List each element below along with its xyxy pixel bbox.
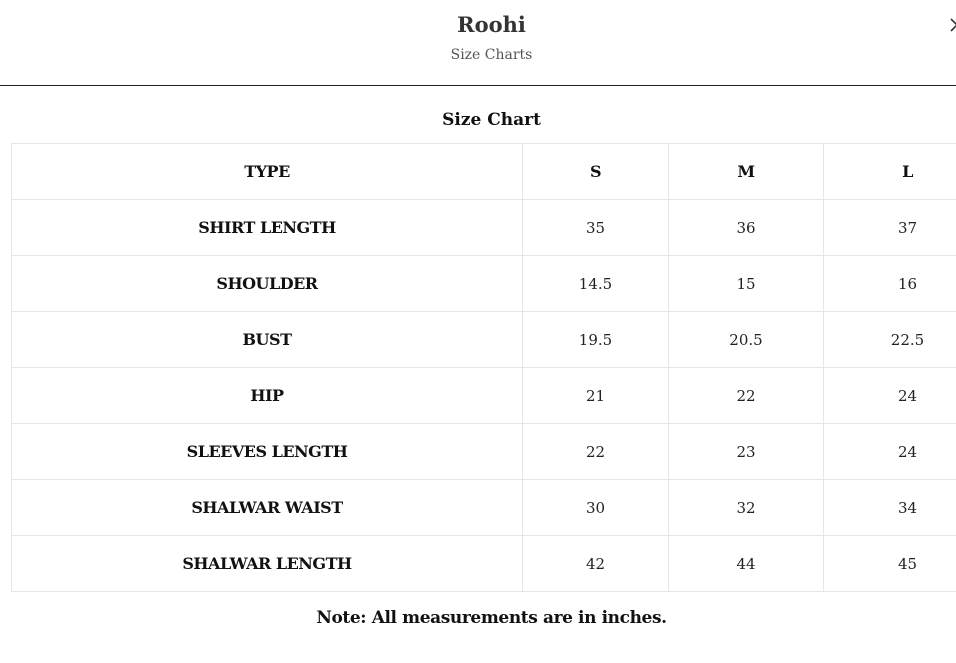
table-row — [12, 536, 956, 592]
cell-value-s: 30 — [523, 480, 669, 536]
cell-value-m: 44 — [669, 536, 824, 592]
row-label: BUST — [12, 312, 523, 368]
cell-value-s: 14.5 — [523, 256, 669, 312]
table-row — [12, 480, 956, 536]
cell-value-s: 22 — [523, 424, 669, 480]
cell-value-m: 20.5 — [669, 312, 824, 368]
cell-value-l: 45 — [824, 536, 956, 592]
cell-value-m: 23 — [669, 424, 824, 480]
table-row — [12, 424, 956, 480]
cell-value-m: 15 — [669, 256, 824, 312]
cell-value-l: 34 — [824, 480, 956, 536]
row-label: SHOULDER — [12, 256, 523, 312]
row-label: SHALWAR LENGTH — [12, 536, 523, 592]
cell-value-s: 42 — [523, 536, 669, 592]
column-header-l: L — [824, 144, 956, 200]
cell-value-m: 36 — [669, 200, 824, 256]
table-row — [12, 256, 956, 312]
modal-header — [0, 0, 956, 86]
column-header-s: S — [523, 144, 669, 200]
row-label: SHIRT LENGTH — [12, 200, 523, 256]
modal-subtitle: Size Charts — [450, 47, 533, 63]
close-icon — [950, 18, 956, 32]
table-row — [12, 200, 956, 256]
size-chart-table — [11, 143, 956, 592]
modal-title: Roohi — [457, 12, 526, 37]
column-header-type: TYPE — [12, 144, 523, 200]
column-header-m: M — [669, 144, 824, 200]
cell-value-l: 22.5 — [824, 312, 956, 368]
table-row — [12, 312, 956, 368]
cell-value-l: 24 — [824, 368, 956, 424]
cell-value-l: 24 — [824, 424, 956, 480]
cell-value-s: 35 — [523, 200, 669, 256]
cell-value-l: 16 — [824, 256, 956, 312]
table-header-row — [12, 144, 956, 200]
measurement-note: Note: All measurements are in inches. — [316, 608, 667, 628]
row-label: HIP — [12, 368, 523, 424]
size-chart-title: Size Chart — [442, 110, 541, 130]
cell-value-m: 32 — [669, 480, 824, 536]
cell-value-s: 19.5 — [523, 312, 669, 368]
close-button[interactable] — [944, 14, 956, 36]
cell-value-m: 22 — [669, 368, 824, 424]
size-chart-table-container — [11, 143, 956, 597]
row-label: SHALWAR WAIST — [12, 480, 523, 536]
row-label: SLEEVES LENGTH — [12, 424, 523, 480]
cell-value-s: 21 — [523, 368, 669, 424]
table-row — [12, 368, 956, 424]
cell-value-l: 37 — [824, 200, 956, 256]
